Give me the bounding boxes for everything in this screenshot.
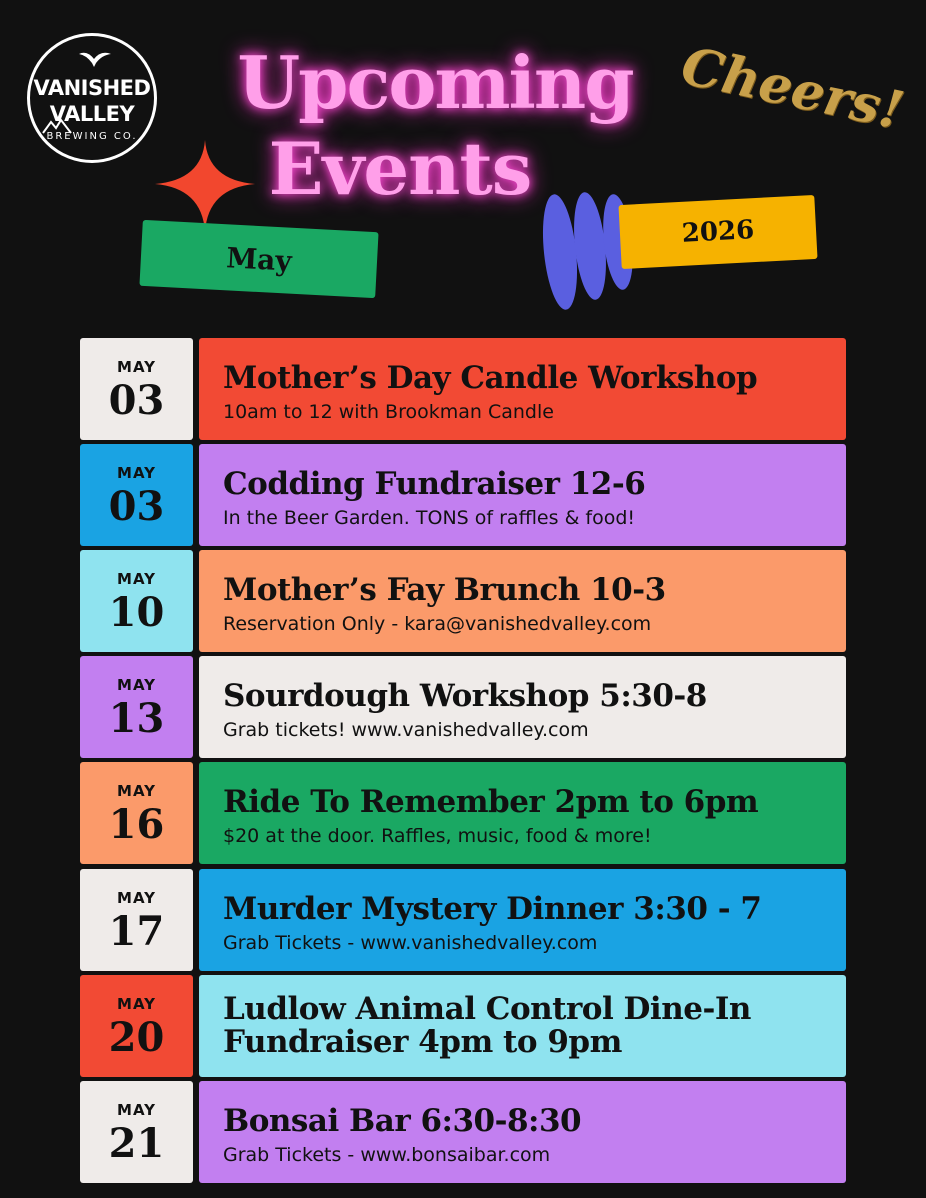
event-title: Mother’s Day Candle Workshop xyxy=(223,360,758,396)
event-row xyxy=(80,1081,846,1183)
seagull-icon xyxy=(78,48,112,68)
event-subtitle: 10am to 12 with Brookman Candle xyxy=(223,401,554,423)
event-month: MAY xyxy=(117,570,156,588)
month-tag: May xyxy=(139,220,378,298)
event-date-block xyxy=(80,656,193,758)
cheers-script: Cheers! xyxy=(676,35,909,142)
event-row xyxy=(80,762,846,864)
event-title: Ludlow Animal Control Dine-In Fundraiser 4pm to 9pm xyxy=(223,991,751,1060)
event-subtitle: Grab Tickets - www.bonsaibar.com xyxy=(223,1144,551,1166)
event-day: 17 xyxy=(108,908,165,955)
event-subtitle: Grab Tickets - www.vanishedvalley.com xyxy=(223,932,598,954)
event-date-block xyxy=(80,338,193,440)
sparkle-icon xyxy=(155,140,255,232)
event-day: 20 xyxy=(108,1014,165,1061)
event-title: Ride To Remember 2pm to 6pm xyxy=(223,784,759,820)
event-day: 16 xyxy=(108,801,165,848)
event-day: 10 xyxy=(108,589,165,636)
event-month: MAY xyxy=(117,676,156,694)
event-month: MAY xyxy=(117,464,156,482)
title-events: Events xyxy=(268,126,532,211)
event-row xyxy=(80,656,846,758)
event-subtitle: Grab tickets! www.vanishedvalley.com xyxy=(223,719,589,741)
event-subtitle: Reservation Only - kara@vanishedvalley.com xyxy=(223,613,652,635)
event-card xyxy=(199,444,846,546)
event-date-block xyxy=(80,1081,193,1183)
event-row xyxy=(80,975,846,1077)
event-card xyxy=(199,869,846,971)
event-title: Sourdough Workshop 5:30-8 xyxy=(223,678,707,714)
event-card xyxy=(199,762,846,864)
event-title: Codding Fundraiser 12-6 xyxy=(223,466,646,502)
event-subtitle: $20 at the door. Raffles, music, food & more! xyxy=(223,825,652,847)
event-day: 21 xyxy=(108,1120,165,1167)
event-date-block xyxy=(80,550,193,652)
brewery-logo xyxy=(27,33,157,163)
event-card xyxy=(199,338,846,440)
event-row xyxy=(80,869,846,971)
logo-line-2: VALLEY xyxy=(49,102,135,126)
event-month: MAY xyxy=(117,358,156,376)
event-day: 03 xyxy=(108,483,165,530)
event-card xyxy=(199,1081,846,1183)
event-title: Murder Mystery Dinner 3:30 - 7 xyxy=(223,891,762,927)
event-card xyxy=(199,656,846,758)
event-day: 03 xyxy=(108,377,165,424)
logo-line-1: VANISHED xyxy=(33,76,151,100)
event-month: MAY xyxy=(117,782,156,800)
event-subtitle: In the Beer Garden. TONS of raffles & food! xyxy=(223,507,636,529)
year-tag: 2026 xyxy=(618,195,817,269)
event-month: MAY xyxy=(117,1101,156,1119)
event-card xyxy=(199,550,846,652)
event-title: Bonsai Bar 6:30-8:30 xyxy=(223,1103,582,1139)
event-row xyxy=(80,338,846,440)
event-month: MAY xyxy=(117,995,156,1013)
event-month: MAY xyxy=(117,889,156,907)
event-date-block xyxy=(80,869,193,971)
event-date-block xyxy=(80,762,193,864)
event-day: 13 xyxy=(108,695,165,742)
event-title: Mother’s Fay Brunch 10-3 xyxy=(223,572,666,608)
event-date-block xyxy=(80,975,193,1077)
event-card xyxy=(199,975,846,1077)
event-date-block xyxy=(80,444,193,546)
event-row xyxy=(80,550,846,652)
title-upcoming: Upcoming xyxy=(237,40,633,125)
logo-line-3: BREWING CO. xyxy=(46,131,138,142)
event-row xyxy=(80,444,846,546)
